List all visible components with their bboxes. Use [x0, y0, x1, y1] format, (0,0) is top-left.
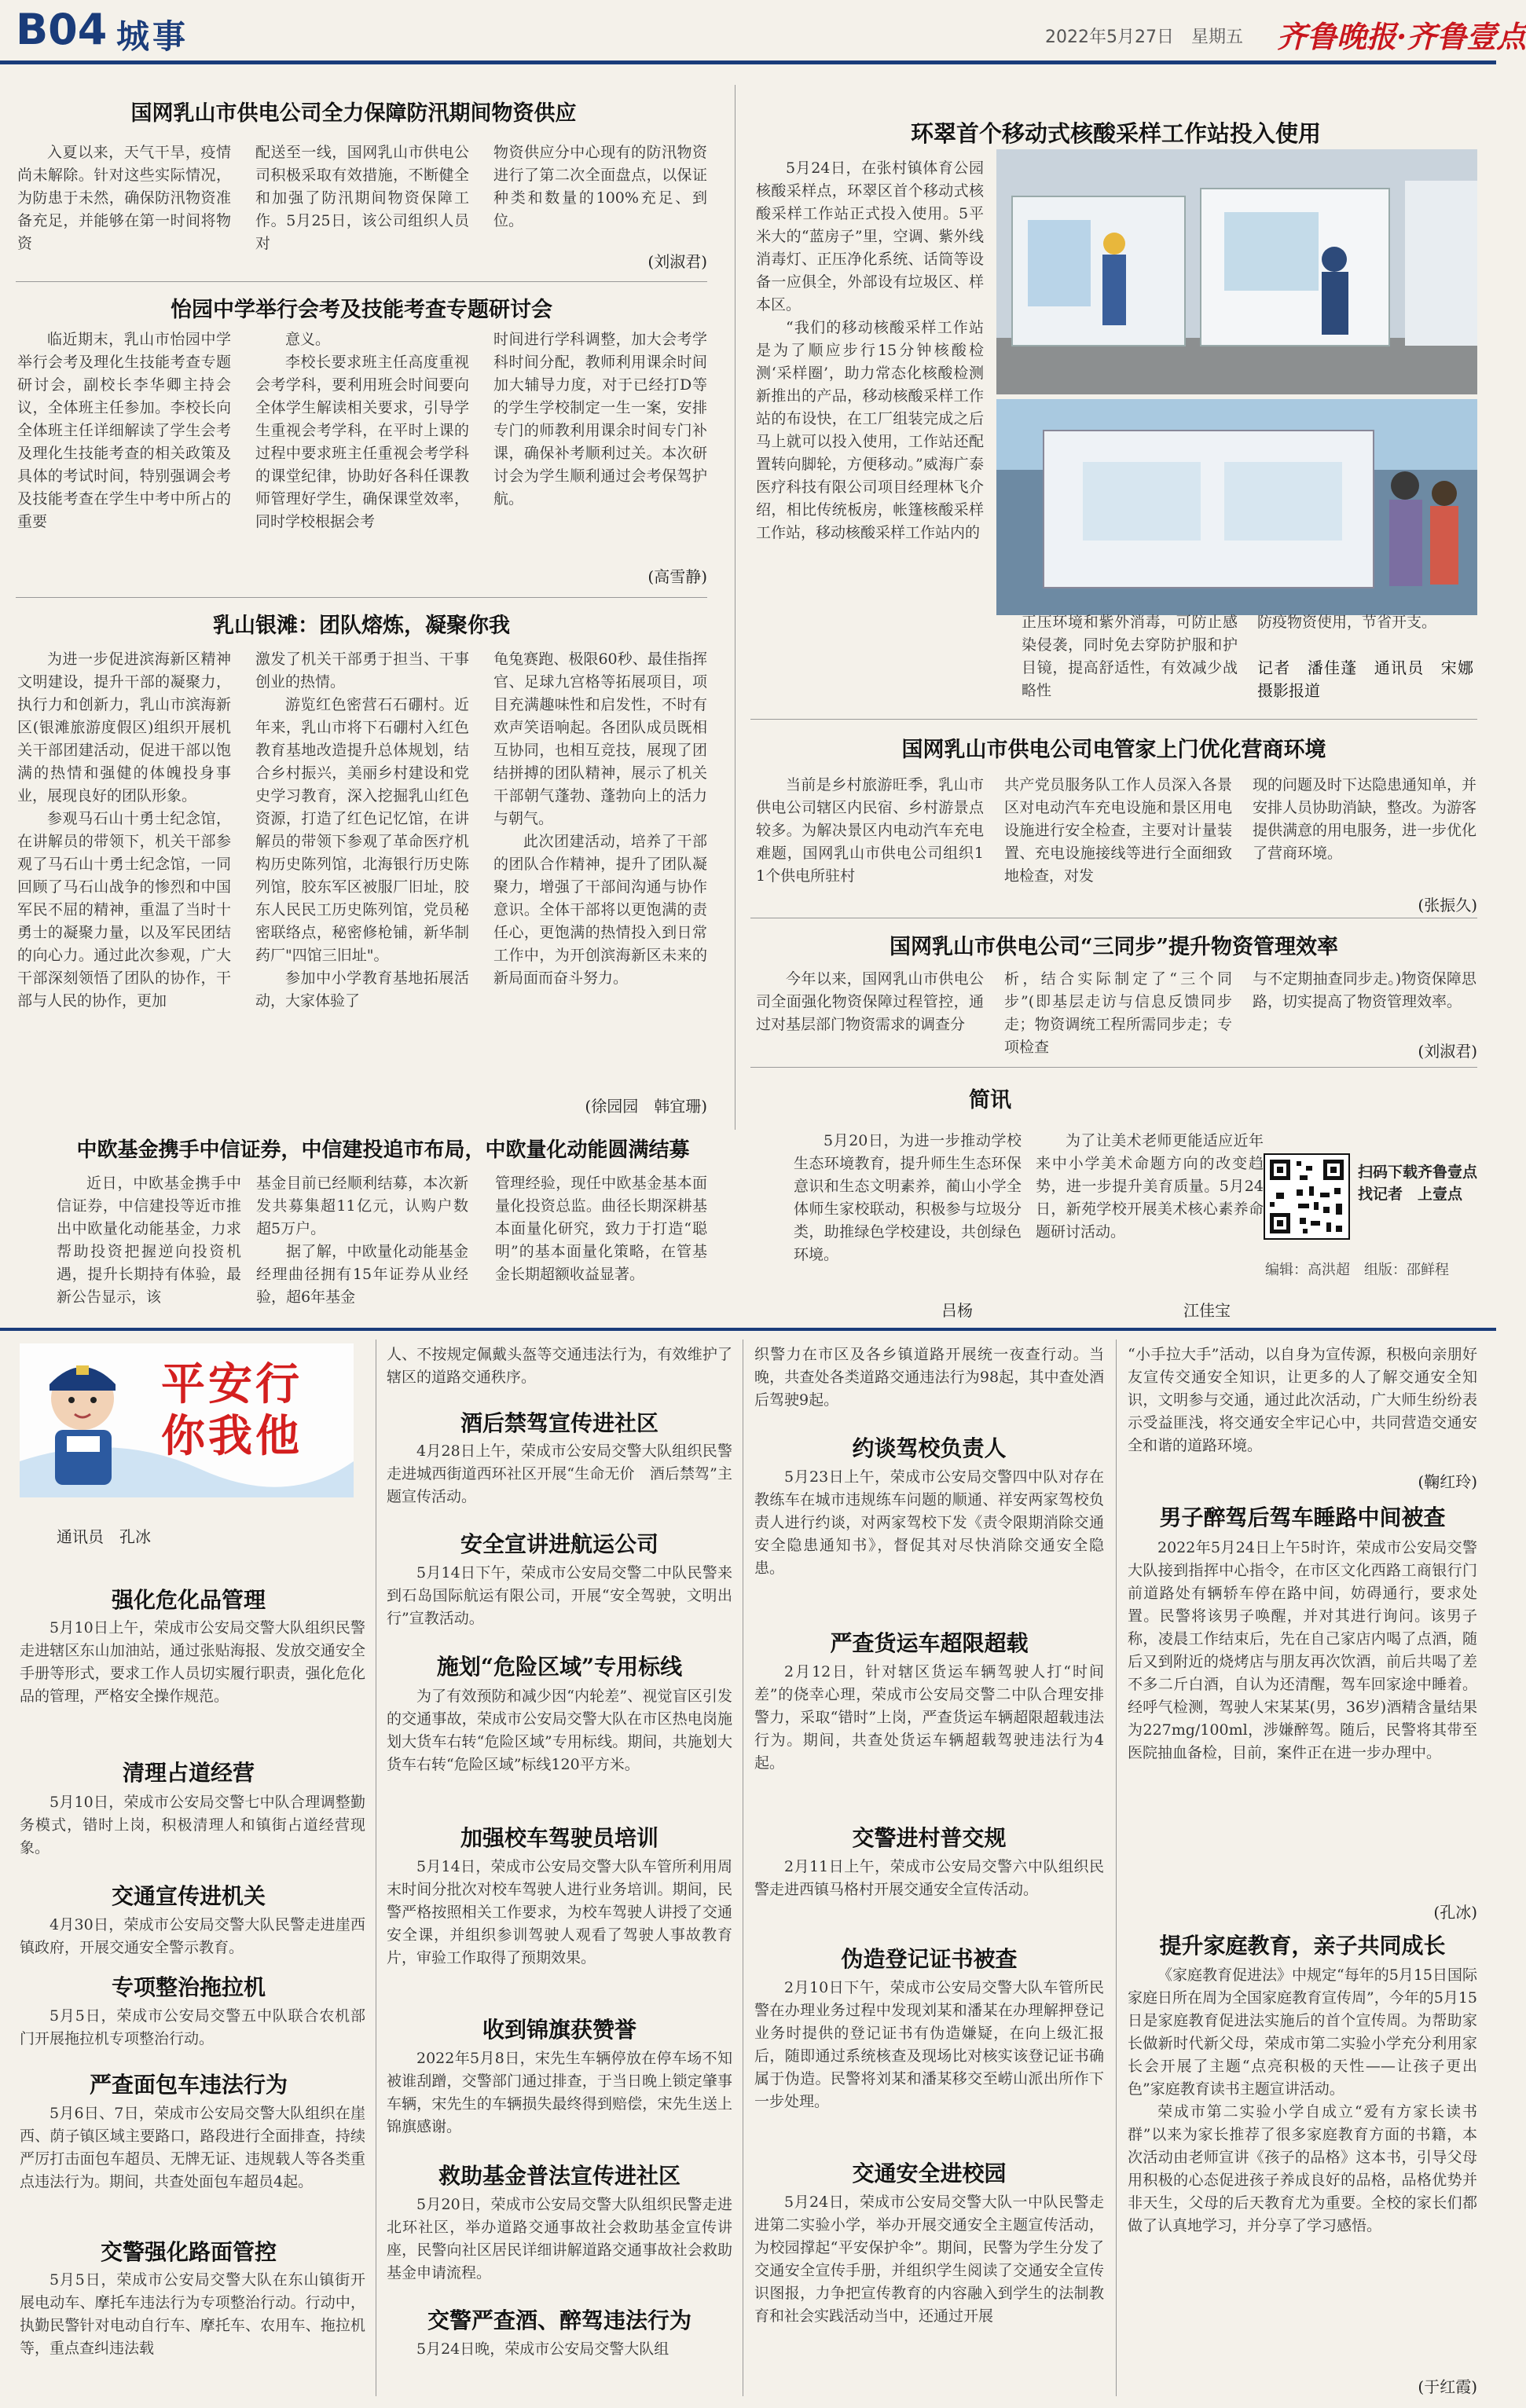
a7-byline-1: 吕杨	[941, 1301, 973, 1320]
fc-title-1: 男子醉驾后驾车睡路中间被查	[1159, 1505, 1446, 1530]
lc-title-3: 交通宣传进机关	[111, 1883, 266, 1909]
mc-text-4: 5月14日，荣成市公安局交警大队车管所利用周末时间分批次对校车驾驶人进行业务培训。期间，民警严格按照相关工作要求，为校车驾驶人讲授了交通安全课，并组织参训驾驶人观看了驾驶人事故教育片，审验工作取得了预期效果。	[387, 1858, 732, 1966]
mc-lead: 人、不按规定佩戴头盔等交通违法行为，有效维护了辖区的道路交通秩序。	[387, 1346, 732, 1386]
a3-col-1: 为进一步促进滨海新区精神文明建设，提升干部的凝聚力，执行力和创新力，乳山市滨海新区(银滩旅游度假区)组织开展机关干部团建活动，促进干部以饱满的热情和强健的体魄投身事业，展现良好的团队形象。 参观马石山十勇士纪念馆，在讲解员的带领下，机关干部参观了马石山十勇士纪念馆，一同回顾了马石山战争的惨烈和中国军民不屈的精神，重温了当时十勇士的凝聚力量，以及军民团结的向心力。通过此次参观，广大干部深刻领悟了团队的协作，干部与人民的协作，更加	[17, 648, 231, 1113]
rc-title-4: 伪造登记证书被查	[841, 1946, 1018, 1972]
lc-title-4: 专项整治拖拉机	[111, 1974, 266, 2000]
photo-image	[996, 399, 1477, 615]
a5-col-2: 共产党员服务队工作人员深入各景区对电动汽车充电设施和景区用电设施进行安全检查，主要对计量装置、充电设施接线等进行全面细致地检查，对发	[1004, 776, 1232, 885]
mc-title-7: 交警严查酒、醉驾违法行为	[427, 2307, 691, 2333]
column-divider	[1116, 1340, 1117, 2396]
rc-text-1: 5月23日上午，荣成市公安局交警四中队对存在教练车在城市违规练车问题的顺通、祥安两家驾校负责人进行约谈，对两家驾校下发《责令限期消除交通安全隐患通知书》，督促其对尽快消除交通安全隐患。	[754, 1468, 1104, 1577]
paragraph: 参观马石山十勇士纪念馆，在讲解员的带领下，机关干部参观了马石山十勇士纪念馆，一同回顾了马石山战争的惨烈和中国军民不屈的精神，重温了当时十勇士的凝聚力量，以及军民团结的向心力。通过此次参观，广大干部深刻领悟了团队的协作，干部与人民的协作，更加	[17, 810, 231, 1010]
paragraph: “我们的移动核酸采样工作站是为了顺应步行15分钟核酸检测‘采样圈’，助力常态化核酸检测新推出的产品，移动核酸采样工作站的布设快，在工厂组装完成之后马上就可以投入使用，工作站还配置转向脚轮，方便移动。”威海广泰医疗科技有限公司项目经理林飞介绍，相比传统板房，帐篷核酸采样工作站，移动核酸采样工作站内的	[756, 319, 984, 541]
rc-title-2: 严查货运车超限超载	[830, 1630, 1029, 1656]
mc-title-1: 酒后禁驾宣传进社区	[460, 1410, 658, 1436]
page-header	[0, 0, 1496, 64]
mc-text-5: 2022年5月8日，宋先生车辆停放在停车场不知被谁刮蹭，交警部门通过排查，于当日晚上锁定肇事车辆，宋先生的车辆损失最终得到赔偿，宋先生送上锦旗感谢。	[387, 2050, 732, 2135]
a2-col-2: 意义。 李校长要求班主任高度重视会考学科，要利用班会时间要向全体学生解读相关要求，引导学生重视会考学科，在平时上课的过程中要求班主任重视会考学科的课堂纪律，协助好各科任课教师管理好学生，确保课堂效率，同时学校根据会考	[255, 328, 469, 588]
divider	[750, 1067, 1477, 1068]
fc-text-1: 2022年5月24日上午5时许，荣成市公安局交警大队接到指挥中心指令，在市区文化西路工商银行门前道路处有辆轿车停在路中间，妨碍通行，要求处置。民警将该男子唤醒，并对其进行询问。该男子称，凌晨工作结束后，先在自己家店内喝了点酒，随后又到附近的烧烤店与朋友再次饮酒，前后共喝了差不多二斤白酒，自认为还清醒，驾车回家途中睡着。经呼气检测，驾驶人宋某某(男，36岁)酒精含量结果为227mg/100ml，涉嫌醉驾。随后，民警将其带至医院抽血备检，目前，案件正在进一步办理中。	[1128, 1539, 1477, 1761]
fc-lead-byline: (鞠红玲)	[1418, 1472, 1477, 1491]
paragraph: 此次团建活动，培养了干部的团队合作精神，提升了团队凝聚力，增强了干部间沟通与协作意识。全体干部将以更饱满的责任心，更饱满的热情投入到日常工作中，为开创滨海新区未来的新局面而奋斗努力。	[493, 833, 707, 987]
fc-byline-2: (于红霞)	[1418, 2377, 1477, 2396]
reporter-credit: 通讯员 孔冰	[57, 1527, 151, 1546]
a3-col-3: 龟兔赛跑、极限60秒、最佳指挥官、足球九宫格等拓展项目，项目充满趣味性和启发性，不时有欢声笑语响起。各团队成员既相互协同，也相互竞技，展现了团结拼搏的团队精神，展示了机关干部朝气蓬勃、蓬勃向上的活力与朝气。 此次团建活动，培养了干部的团队合作精神，提升了团队凝聚力，增强了干部间沟通与协作意识。全体干部将以更饱满的责任心，更饱满的热情投入到日常工作中，为开创滨海新区未来的新局面而奋斗努力。	[493, 648, 707, 1088]
fc-lead: “小手拉大手”活动，以自身为宣传源，积极向亲朋好友宣传交通安全知识，让更多的人了解交通安全知识，文明参与交通，通过此次活动，广大师生纷纷表示受益匪浅，将交通安全牢记心中，共同营造交通安全和谐的道路环境。	[1128, 1346, 1477, 1454]
mc-title-6: 救助基金普法宣传进社区	[438, 2163, 680, 2189]
divider	[750, 719, 1477, 720]
a6-byline: (刘淑君)	[1418, 1042, 1477, 1061]
a3-byline: (徐园园 韩宜珊)	[585, 1097, 707, 1116]
a3-title: 乳山银滩：团队熔炼，凝聚你我	[213, 614, 510, 638]
a1-col-2: 配送至一线，国网乳山市供电公司积极采取有效措施，不断健全和加强了防汛期间物资保障工作。5月25日，该公司组织人员对	[255, 144, 469, 252]
a1-byline: (刘淑君)	[647, 252, 707, 271]
paragraph: 李校长要求班主任高度重视会考学科，要利用班会时间要向全体学生解读相关要求，引导学生重视会考学科，在平时上课的过程中要求班主任重视会考学科的课堂纪律，协助好各科任课教师管理好学生，确保课堂效率，同时学校根据会考	[255, 354, 469, 530]
lc-text-6: 5月5日，荣成市公安局交警大队在东山镇街开展电动车、摩托车违法行为专项整治行动。行动中，执勤民警针对电动自行车、摩托车、农用车、拖拉机等，重点查纠违法载	[20, 2271, 365, 2357]
a2-title: 怡园中学举行会考及技能考查专题研讨会	[171, 298, 552, 322]
rc-title-1: 约谈驾校负责人	[852, 1435, 1007, 1461]
mc-text-3: 为了有效预防和减少因“内轮差”、视觉盲区引发的交通事故，荣成市公安局交警大队在市区热电岗施划大货车右转“危险区域”专用标线。期间，共施划大货车右转“危险区域”标线120平方米。	[387, 1688, 732, 1773]
a4-col-2: 正压环境和紫外消毒，可防止感染侵袭，同时免去穿防护服和护目镜，提高舒适性，有效减少战略性	[1022, 614, 1238, 699]
a7-col-1: 5月20日，为进一步推动学校生态环境教育，提升师生生态环保意识和生态文明素养，蔺山小学全体师生家校联动，积极参与垃圾分类，助推绿色学校建设，共创绿色环境。	[794, 1132, 1022, 1263]
lc-title-5: 严查面包车违法行为	[89, 2072, 288, 2098]
a5-title: 国网乳山市供电公司电管家上门优化营商环境	[901, 738, 1326, 762]
a4-title: 环翠首个移动式核酸采样工作站投入使用	[910, 120, 1321, 147]
a4-col-3: 防疫物资使用，节省开支。	[1257, 614, 1437, 631]
a2-col-3: 时间进行学科调整，加大会考学科时间分配，教师利用课余时间加大辅导力度，对于已经打D等的学生学校制定一生一案，安排专门的师教利用课余时间专门补课，确保补考顺利过关。本次研讨会为学生顺利通过会考保驾护航。	[493, 331, 707, 508]
mc-text-7: 5月24日晚，荣成市公安局交警大队组	[416, 2340, 669, 2358]
mc-title-2: 安全宣讲进航运公司	[460, 1531, 658, 1557]
lc-title-2: 清理占道经营	[122, 1760, 255, 1786]
paragraph: 参加中小学教育基地拓展活动，大家体验了	[255, 969, 469, 1010]
section-divider	[0, 1328, 1496, 1331]
photo-image	[996, 149, 1477, 394]
mc-text-6: 5月20日，荣成市公安局交警大队组织民警走进北环社区，举办道路交通事故社会救助基金宣传讲座，民警向社区居民详细讲解道路交通事故社会救助基金申请流程。	[387, 2196, 732, 2282]
rc-text-3: 2月11日上午，荣成市公安局交警六中队组织民警走进西镇马格村开展交通安全宣传活动。	[754, 1858, 1104, 1898]
paragraph: 据了解，中欧量化动能基金经理曲径拥有15年证券从业经验，超6年基金	[256, 1243, 468, 1306]
fc-title-2: 提升家庭教育，亲子共同成长	[1159, 1933, 1446, 1959]
lc-text-4: 5月5日，荣成市公安局交警五中队联合农机部门开展拖拉机专项整治行动。	[20, 2007, 365, 2047]
editors-credit: 编辑：高洪超 组版：邵鲜程	[1265, 1262, 1449, 1278]
section-title: 城事	[116, 17, 189, 56]
divider	[16, 597, 707, 598]
rc-lead: 织警力在市区及各乡镇道路开展统一夜查行动。当晚，共查处各类道路交通违法行为98起，其中查处酒后驾驶9起。	[754, 1346, 1104, 1409]
qr-caption-line: 扫码下载齐鲁壹点	[1358, 1164, 1478, 1181]
qr-code-image	[1265, 1155, 1348, 1238]
a1-col-3: 物资供应分中心现有的防汛物资进行了第二次全面盘点，以保证种类和数量的100%充足、到位。	[493, 144, 707, 229]
lc-title-6: 交警强化路面管控	[100, 2239, 277, 2265]
a5-col-1: 当前是乡村旅游旺季，乳山市供电公司辖区内民宿、乡村游景点较多。为解决景区内电动汽车充电难题，国网乳山市供电公司组织11个供电所驻村	[756, 776, 984, 885]
a8-title: 中欧基金携手中信证券，中信建投追市布局，中欧量化动能圆满结募	[76, 1138, 690, 1162]
a4-col-1: 5月24日，在张村镇体育公园核酸采样点，环翠区首个移动式核酸采样工作站正式投入使用。5平米大的“蓝房子”里，空调、紫外线消毒灯、正压净化系统、话筒等设备一应俱全，外部设有垃圾区、样本区。 “我们的移动核酸采样工作站是为了顺应步行15分钟核酸检测‘采样圈’，助力常态化核酸检测新推出的产品，移动核酸采样工作站的布设快，在工厂组装完成之后马上就可以投入使用，工作站还配置转向脚轮，方便移动。”威海广泰医疗科技有限公司项目经理林飞介绍，相比传统板房，帐篷核酸采样工作站，移动核酸采样工作站内的	[756, 157, 984, 707]
a6-title: 国网乳山市供电公司“三同步”提升物资管理效率	[889, 935, 1339, 959]
paragraph: 游览红色密营石石硼村。近年来，乳山市将下石硼村入红色教育基地改造提升总体规划，结合乡村振兴，美丽乡村建设和党史学习教育，深入挖掘乳山红色资源，打造了红色记忆馆，在讲解员的带领下参观了革命医疗机构历史陈列馆，北海银行历史陈列馆，胶东军区被服厂旧址，胶东人民民工历史陈列馆，党员秘密联络点，秘密修枪铺，新华制药厂"四馆三旧址"。	[255, 696, 469, 964]
page-number: B04	[16, 5, 108, 54]
lc-title-1: 强化危化品管理	[111, 1587, 266, 1613]
weekday: 星期五	[1191, 27, 1244, 47]
a8-col-2: 基金目前已经顺利结募，本次新发共募集超11亿元，认购户数超5万户。 据了解，中欧量化动能基金经理曲径拥有15年证券从业经验，超6年基金	[256, 1172, 468, 1315]
a1-title: 国网乳山市供电公司全力保障防汛期间物资供应	[130, 101, 577, 126]
rc-text-4: 2月10日下午，荣成市公安局交警大队车管所民警在办理业务过程中发现刘某和潘某在办理解押登记业务时提供的登记证书有伪造嫌疑，在向上级汇报后，随即通过系统核查及现场比对核实该登记证书确属于伪造。民警将刘某和潘某移交至崂山派出所作下一步处理。	[754, 1979, 1104, 2110]
mc-text-1: 4月28日上午，荣成市公安局交警大队组织民警走进城西街道西环社区开展“生命无价 酒后禁驾”主题宣传活动。	[387, 1442, 732, 1505]
brand-logo: 齐鲁晚报·齐鲁壹点	[1277, 19, 1526, 54]
a6-col-3: 与不定期抽查同步走。)物资保障思路，切实提高了物资管理效率。	[1253, 970, 1476, 1010]
paragraph: 荣成市第二实验小学自成立“爱有方家长读书群”以来为家长推荐了很多家庭教育方面的书籍，本次活动由老师宣讲《孩子的品格》这本书，引导父母用积极的心态促进孩子养成良好的品格，品格优势并非天生，父母的后天教育尤为重要。全校的家长们都做了认真地学习，并分享了学习感悟。	[1128, 2103, 1477, 2234]
a3-col-2: 激发了机关干部勇于担当、干事创业的热情。 游览红色密营石石硼村。近年来，乳山市将下石硼村入红色教育基地改造提升总体规划，结合乡村振兴，美丽乡村建设和党史学习教育，深入挖掘乳山红色资源，打造了红色记忆馆，在讲解员的带领下参观了革命医疗机构历史陈列馆，北海银行历史陈列馆，胶东军区被服厂旧址，胶东人民民工历史陈列馆，党员秘密联络点，秘密修枪铺，新华制药厂"四馆三旧址"。 参加中小学教育基地拓展活动，大家体验了	[255, 648, 469, 1113]
mc-title-5: 收到锦旗获赞誉	[482, 2017, 636, 2043]
mc-title-3: 施划“危险区域”专用标线	[436, 1654, 683, 1680]
a2-col-1: 临近期末，乳山市怡园中学举行会考及理化生技能考查专题研讨会，副校长李华卿主持会议，全体班主任参加。李校长向全体班主任详细解读了学生会考及理化生技能考查的相关政策及具体的考试时间，特别强调会考及技能考查在学生中考中所占的重要	[17, 331, 231, 530]
a5-byline: (张振久)	[1418, 896, 1477, 914]
qr-code[interactable]	[1264, 1153, 1350, 1240]
fc-byline-1: (孔冰)	[1433, 1903, 1477, 1922]
a7-title: 简讯	[969, 1088, 1011, 1112]
issue-date: 2022年5月27日 星期五	[1045, 27, 1244, 47]
lc-text-5: 5月6日、7日，荣成市公安局交警大队组织在崖西、荫子镇区域主要路口，路段进行全面排查，持续严厉打击面包车超员、无牌无证、违规载人等各类重点违法行为。期间，共查处面包车超员4起。	[20, 2105, 365, 2190]
rc-text-5: 5月24日，荣成市公安局交警大队一中队民警走进第二实验小学，举办开展交通安全主题宣传活动，为校园撑起“平安保护伞”。期间，民警为学生分发了交通安全宣传手册，并组织学生阅读了交通安全宣传识图报，力争把宣传教育的内容融入到学生的法制教育和社会实践活动当中，还通过开展	[754, 2194, 1104, 2325]
divider	[16, 281, 707, 282]
qr-caption-line: 找记者 上壹点	[1358, 1186, 1463, 1203]
rc-title-3: 交警进村普交规	[852, 1825, 1007, 1851]
qr-caption	[1358, 1161, 1484, 1205]
mc-title-4: 加强校车驾驶员培训	[460, 1825, 658, 1851]
a6-col-2: 析，结合实际制定了“三个同步”(即基层走访与信息反馈同步走；物资调统工程所需同步走；专项检查	[1004, 970, 1232, 1056]
a2-byline: (高雪静)	[647, 567, 707, 586]
a8-col-1: 近日，中欧基金携手中信证券，中信建投等近市推出中欧量化动能基金，力求帮助投资把握逆向投资机遇，提升长期持有体验，最新公告显示，该	[57, 1175, 241, 1306]
lc-text-1: 5月10日上午，荣成市公安局交警大队组织民警走进辖区东山加油站，通过张贴海报、发放交通安全手册等形式，要求工作人员切实履行职责，强化危化品的管理，严格安全操作规范。	[20, 1619, 365, 1705]
mc-text-2: 5月14日下午，荣成市公安局交警二中队民警来到石岛国际航运有限公司，开展“安全驾驶，文明出行”宣教活动。	[387, 1564, 732, 1627]
photo-sampling-station-1	[996, 149, 1477, 394]
a5-col-3: 现的问题及时下达隐患通知单，并安排人员协助消缺，整改。为游客提供满意的用电服务，进一步优化了营商环境。	[1253, 776, 1477, 862]
fc-text-2: 《家庭教育促进法》中规定“每年的5月15日国际家庭日所在周为全国家庭教育宣传周”，今年的5月15日是家庭教育促进法实施后的首个宣传周。为帮助家长做新时代新父母，荣成市第二实验小学充分利用家长会开展了主题“点亮积极的天性——让孩子更出色”家庭教育读书主题宣讲活动。 荣成市第二实验小学自成立“爱有方家长读书群”以来为家长推荐了很多家庭教育方面的书籍，本次活动由老师宣讲《孩子的品格》这本书，引导父母用积极的心态促进孩子养成良好的品格，品格优势并非天生，父母的后天教育尤为重要。全校的家长们都做了认真地学习，并分享了学习感悟。	[1128, 1964, 1477, 2373]
a1-col-1: 入夏以来，天气干旱，疫情尚未解除。针对这些实际情况，为防患于未然，确保防汛物资准备充足，并能够在第一时间将物资	[17, 144, 231, 252]
lc-text-3: 4月30日，荣成市公安局交警大队民警走进崖西镇政府，开展交通安全警示教育。	[20, 1916, 365, 1956]
banner-title: 平安行 你我他	[161, 1359, 303, 1462]
photo-sampling-station-2	[996, 399, 1477, 615]
lc-text-2: 5月10日，荣成市公安局交警七中队合理调整勤务模式，错时上岗，积极清理人和镇街占道经营现象。	[20, 1794, 365, 1856]
a6-col-1: 今年以来，国网乳山市供电公司全面强化物资保障过程管控，通过对基层部门物资需求的调查分	[756, 970, 984, 1033]
rc-title-5: 交通安全进校园	[852, 2161, 1007, 2186]
a8-col-3: 管理经验，现任中欧基金基本面量化投资总监。曲径长期深耕基本面量化研究，致力于打造“聪明”的基本面量化策略，在管基金长期超额收益显著。	[495, 1175, 707, 1283]
a7-byline-2: 江佳宝	[1183, 1301, 1231, 1320]
rc-text-2: 2月12日，针对辖区货运车辆驾驶人打“时间差”的侥幸心理，荣成市公安局交警二中队合理安排警力，采取“错时”上岗，严查货运车辆超限超载违法行为。期间，共查处货运车辆超载驾驶违法行为4起。	[754, 1663, 1104, 1772]
a4-credit: 记者 潘佳蓬 通讯员 宋娜 摄影报道	[1257, 658, 1489, 700]
a7-col-2: 为了让美术老师更能适应近年来中小学美术命题方向的改变趋势，进一步提升美育质量。5月24日，新苑学校开展美术核心素养命题研讨活动。	[1036, 1132, 1264, 1241]
